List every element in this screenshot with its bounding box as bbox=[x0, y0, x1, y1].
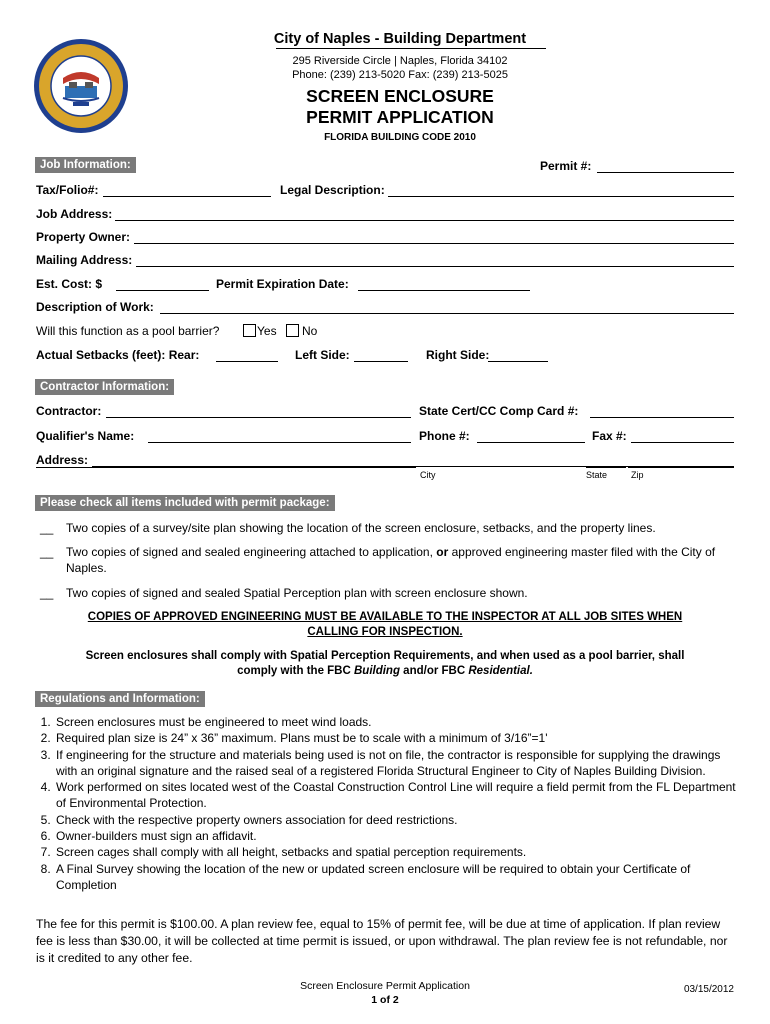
checklist-blank[interactable]: __ bbox=[40, 545, 54, 559]
qualifier-name-label: Qualifier's Name: bbox=[36, 429, 135, 443]
mailing-address-field[interactable] bbox=[136, 266, 734, 267]
property-owner-field[interactable] bbox=[134, 243, 734, 244]
est-cost-label: Est. Cost: $ bbox=[36, 277, 103, 291]
est-cost-field[interactable] bbox=[116, 290, 209, 291]
contractor-row bbox=[36, 402, 734, 420]
setbacks-rear-label: Actual Setbacks (feet): Rear: bbox=[36, 348, 200, 362]
checklist-item-spatial[interactable] bbox=[40, 585, 730, 601]
checklist-blank[interactable]: __ bbox=[40, 521, 54, 535]
regulations-list bbox=[36, 714, 740, 893]
checklist-text-part: Two copies of signed and sealed engineering attached to application, bbox=[66, 545, 437, 559]
comply-building: Building bbox=[353, 665, 400, 677]
regulation-item: 5. Check with the respective property owners association for deed restrictions. bbox=[54, 812, 740, 828]
comply-line: Screen enclosures shall comply with Spatial Perception Requirements, and when used as a pool barrier, shall bbox=[85, 650, 685, 662]
checklist-text: Two copies of a survey/site plan showing the location of the screen enclosure, setbacks, and the property lines. bbox=[66, 521, 656, 535]
left-side-label: Left Side: bbox=[295, 348, 350, 362]
contractor-label: Contractor: bbox=[36, 404, 102, 418]
tax-row bbox=[36, 181, 734, 199]
header-rule bbox=[276, 48, 546, 49]
regulation-item: 7. Screen cages shall comply with all height, setbacks and spatial perception requirements. bbox=[54, 844, 740, 860]
footer-date: 03/15/2012 bbox=[683, 984, 734, 995]
checklist-item-survey[interactable] bbox=[40, 520, 730, 536]
checklist-text: Two copies of signed and sealed Spatial Perception plan with screen enclosure shown. bbox=[66, 586, 528, 600]
cost-row bbox=[36, 275, 734, 293]
zip-label: Zip bbox=[631, 470, 644, 480]
contractor-information-header: Contractor Information: bbox=[35, 379, 174, 395]
regulation-item: 2. Required plan size is 24” x 36” maximum. Plans must be to scale with a minimum of 3/16”=1' bbox=[54, 730, 740, 746]
regulation-item: 1. Screen enclosures must be engineered to meet wind loads. bbox=[54, 714, 740, 730]
notice-line: COPIES OF APPROVED ENGINEERING MUST BE AVAILABLE TO THE INSPECTOR AT ALL JOB SITES WHEN bbox=[87, 611, 683, 623]
fee-paragraph: The fee for this permit is $100.00. A plan review fee, equal to 15% of permit fee, will be due at time of application. If plan review fee is less than $30.00, it will be collected at time permit is issued, or upon withdrawal. The plan review fee is not refundable, nor is it credited to any other fee. bbox=[36, 917, 728, 965]
checklist-or: or bbox=[436, 545, 449, 559]
state-cert-field[interactable] bbox=[590, 417, 734, 418]
setbacks-row bbox=[36, 346, 734, 364]
description-label: Description of Work: bbox=[36, 300, 154, 314]
job-address-field[interactable] bbox=[115, 220, 734, 221]
package-checklist-header: Please check all items included with permit package: bbox=[35, 495, 335, 511]
fax-field[interactable] bbox=[631, 442, 734, 443]
yes-label: Yes bbox=[257, 324, 277, 338]
permit-row bbox=[36, 157, 734, 175]
pool-barrier-row bbox=[36, 322, 734, 340]
job-address-row bbox=[36, 205, 734, 223]
comply-line bbox=[40, 664, 730, 679]
fax-label: Fax #: bbox=[592, 429, 627, 443]
form-title-line2: PERMIT APPLICATION bbox=[306, 107, 494, 127]
regulation-item: 3. If engineering for the structure and materials being used is not on file, the contractor is responsible for supplying the drawings with an original signature and the raised seal of a registered Florida Structural Engineer to City of Naples Building Division. bbox=[54, 747, 740, 780]
tax-folio-field[interactable] bbox=[103, 196, 271, 197]
qualifier-row bbox=[36, 427, 734, 445]
comply-text: comply with the FBC bbox=[237, 665, 354, 677]
right-side-label: Right Side: bbox=[426, 348, 490, 362]
rear-setback-field[interactable] bbox=[216, 361, 278, 362]
state-field[interactable] bbox=[586, 467, 626, 468]
zip-field[interactable] bbox=[628, 467, 734, 468]
regulation-item: 6. Owner-builders must sign an affidavit. bbox=[54, 828, 740, 844]
mailing-row bbox=[36, 251, 734, 269]
job-address-label: Job Address: bbox=[36, 207, 113, 221]
pool-barrier-yes-checkbox[interactable] bbox=[243, 324, 256, 337]
comply-text: and/or FBC bbox=[399, 665, 469, 677]
legal-description-label: Legal Description: bbox=[280, 183, 385, 197]
comply-residential: Residential. bbox=[468, 665, 533, 677]
regulation-item: 8. A Final Survey showing the location of the new or updated screen enclosure will be required to obtain your Certificate of Completion bbox=[54, 861, 740, 894]
phone-label: Phone #: bbox=[419, 429, 470, 443]
contractor-address-label: Address: bbox=[36, 453, 89, 467]
right-side-field[interactable] bbox=[488, 361, 548, 362]
building-code: FLORIDA BUILDING CODE 2010 bbox=[324, 132, 476, 143]
city-field[interactable] bbox=[36, 467, 416, 468]
engineering-notice bbox=[40, 610, 730, 640]
description-field[interactable] bbox=[160, 313, 734, 314]
pool-barrier-no-checkbox[interactable] bbox=[286, 324, 299, 337]
property-owner-label: Property Owner: bbox=[36, 230, 131, 244]
legal-description-field[interactable] bbox=[388, 196, 734, 197]
regulations-header: Regulations and Information: bbox=[35, 691, 205, 707]
state-label: State bbox=[586, 470, 608, 480]
footer-form-name: Screen Enclosure Permit Application bbox=[300, 980, 470, 992]
description-row bbox=[36, 298, 734, 316]
city-seal-logo bbox=[33, 38, 129, 134]
qualifier-name-field[interactable] bbox=[148, 442, 411, 443]
checklist-text bbox=[66, 544, 730, 576]
checklist-blank[interactable]: __ bbox=[40, 586, 54, 600]
comply-notice bbox=[40, 649, 730, 679]
footer-page-number: 1 of 2 bbox=[371, 994, 399, 1006]
no-label: No bbox=[302, 324, 318, 338]
expiration-date-field[interactable] bbox=[358, 290, 530, 291]
left-side-field[interactable] bbox=[354, 361, 408, 362]
city-state-zip-row bbox=[36, 467, 734, 479]
regulation-item: 4. Work performed on sites located west of the Coastal Construction Control Line will require a field permit from the FL Department of Environmental Protection. bbox=[54, 779, 740, 812]
city-label: City bbox=[420, 470, 436, 480]
notice-line: CALLING FOR INSPECTION. bbox=[307, 626, 463, 638]
checklist-text-part: approved engineering master filed with the City of Naples. bbox=[66, 545, 716, 575]
tax-folio-label: Tax/Folio#: bbox=[36, 183, 99, 197]
department-title: City of Naples - Building Department bbox=[273, 31, 527, 47]
mailing-address-label: Mailing Address: bbox=[36, 253, 133, 267]
pool-barrier-question: Will this function as a pool barrier? bbox=[36, 324, 220, 338]
phone-field[interactable] bbox=[477, 442, 585, 443]
contractor-field[interactable] bbox=[106, 417, 411, 418]
department-address: 295 Riverside Circle | Naples, Florida 34102 bbox=[292, 55, 508, 67]
checklist-item-engineering[interactable] bbox=[40, 544, 730, 576]
department-phone: Phone: (239) 213-5020 Fax: (239) 213-5025 bbox=[292, 69, 508, 81]
form-title-line1: SCREEN ENCLOSURE bbox=[306, 86, 494, 106]
state-cert-label: State Cert/CC Comp Card #: bbox=[419, 404, 579, 418]
permit-label: Permit #: bbox=[540, 159, 592, 173]
permit-field[interactable] bbox=[597, 172, 734, 173]
owner-row bbox=[36, 228, 734, 246]
expiration-date-label: Permit Expiration Date: bbox=[216, 277, 349, 291]
job-information-header: Job Information: bbox=[35, 157, 136, 173]
